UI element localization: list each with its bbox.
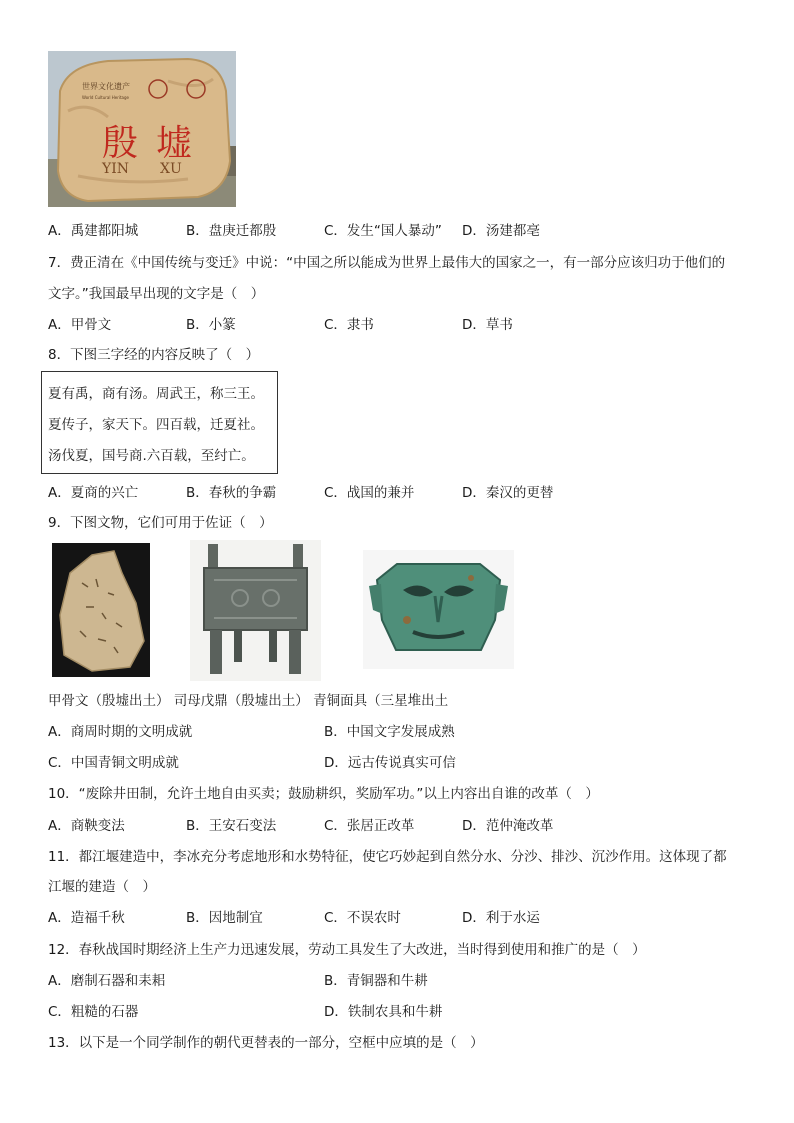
yinxu-stone-photo	[48, 51, 236, 207]
q11-option-d[interactable]: D．利于水运	[462, 910, 540, 926]
q10-option-c[interactable]: C．张居正改革	[324, 818, 415, 834]
q7-stem-line2: 文字。”我国最早出现的文字是（ ）	[48, 286, 265, 302]
q9-stem: 9．下图文物，它们可用于佐证（ ）	[48, 515, 273, 531]
q6-option-b[interactable]: B．盘庚迁都殷	[186, 223, 277, 239]
q8-option-c[interactable]: C．战国的兼并	[324, 485, 415, 501]
q8-option-d[interactable]: D．秦汉的更替	[462, 485, 554, 501]
q11-option-c[interactable]: C．不误农时	[324, 910, 401, 926]
q7-option-d[interactable]: D．草书	[462, 317, 513, 333]
q7-option-b[interactable]: B．小篆	[186, 317, 236, 333]
heritage-label-cn: 世界文化遗产	[82, 82, 130, 91]
inscription-cn: 殷墟	[102, 123, 211, 164]
q10-option-b[interactable]: B．王安石变法	[186, 818, 277, 834]
three-character-classic-box	[41, 371, 278, 474]
simuwu-ding-photo	[190, 540, 321, 681]
q9-option-b[interactable]: B．中国文字发展成熟	[324, 724, 455, 740]
verse-line-2: 夏传子，家天下。四百载，迁夏社。	[48, 417, 264, 433]
heritage-label-en: World Cultural Heritage	[82, 95, 129, 100]
q11-option-b[interactable]: B．因地制宜	[186, 910, 263, 926]
q7-stem-line1: 7．费正清在《中国传统与变迁》中说：“中国之所以能成为世界上最伟大的国家之一，有一部分应该归功于他们的	[48, 255, 726, 271]
q8-stem: 8．下图三字经的内容反映了（ ）	[48, 347, 260, 363]
q12-option-d[interactable]: D．铁制农具和牛耕	[324, 1004, 443, 1020]
verse-line-3: 汤伐夏，国号商.六百载，至纣亡。	[48, 448, 255, 464]
q10-stem: 10．“废除井田制，允许土地自由买卖；鼓励耕织，奖励军功。”以上内容出自谁的改革（ ）	[48, 786, 599, 802]
q7-option-c[interactable]: C．隶书	[324, 317, 374, 333]
q12-option-b[interactable]: B．青铜器和牛耕	[324, 973, 428, 989]
q8-option-a[interactable]: A．夏商的兴亡	[48, 485, 139, 501]
oracle-bone-photo	[52, 543, 150, 677]
q12-option-c[interactable]: C．粗糙的石器	[48, 1004, 139, 1020]
q9-option-d[interactable]: D．远古传说真实可信	[324, 755, 456, 771]
q7-option-a[interactable]: A．甲骨文	[48, 317, 112, 333]
simuwu-ding-illustration	[190, 540, 321, 681]
q11-stem-line2: 江堰的建造（ ）	[48, 879, 156, 895]
q9-option-c[interactable]: C．中国青铜文明成就	[48, 755, 179, 771]
q6-option-a[interactable]: A．禹建都阳城	[48, 223, 139, 239]
q8-option-b[interactable]: B．春秋的争霸	[186, 485, 277, 501]
oracle-bone-illustration	[52, 543, 150, 677]
q10-option-a[interactable]: A．商鞅变法	[48, 818, 125, 834]
q12-option-a[interactable]: A．磨制石器和耒耜	[48, 973, 166, 989]
q6-option-c[interactable]: C．发生“国人暴动”	[324, 223, 442, 239]
verse-line-1: 夏有禹，商有汤。周武王，称三王。	[48, 386, 264, 402]
inscription-pinyin-xu: XU	[160, 161, 182, 177]
q11-stem-line1: 11．都江堰建造中，李冰充分考虑地形和水势特征，使它巧妙起到自然分水、分沙、排沙、沉沙作用。这体现了都	[48, 849, 727, 865]
q6-option-d[interactable]: D．汤建都亳	[462, 223, 540, 239]
bronze-mask-photo	[363, 550, 514, 669]
q11-option-a[interactable]: A．造福千秋	[48, 910, 125, 926]
q13-stem: 13．以下是一个同学制作的朝代更替表的一部分，空框中应填的是（ ）	[48, 1035, 484, 1051]
q9-option-a[interactable]: A．商周时期的文明成就	[48, 724, 193, 740]
inscription-pinyin-yin: YIN	[102, 161, 130, 177]
bronze-mask-illustration	[363, 550, 514, 669]
q9-artifacts-caption: 甲骨文（殷墟出土） 司母戊鼎（殷墟出土） 青铜面具（三星堆出土	[48, 693, 449, 709]
q12-stem: 12．春秋战国时期经济上生产力迅速发展，劳动工具发生了大改进，当时得到使用和推广的是（ ）	[48, 942, 646, 958]
q10-option-d[interactable]: D．范仲淹改革	[462, 818, 554, 834]
